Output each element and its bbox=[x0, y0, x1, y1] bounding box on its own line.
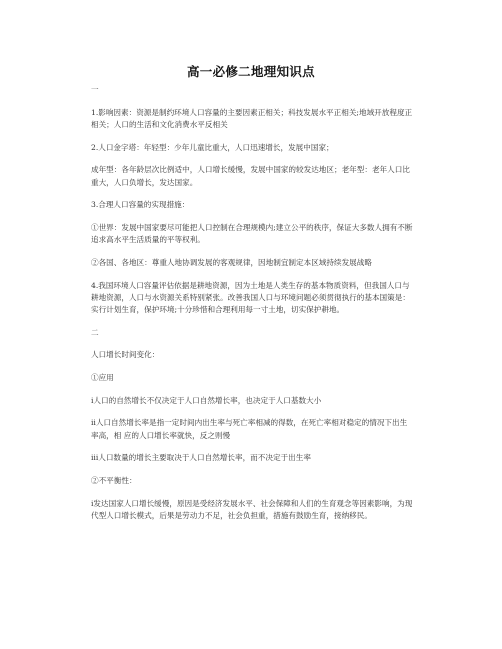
document-title: 高一必修二地理知识点 bbox=[186, 64, 315, 79]
paragraph-measures-heading: 3.合理人口容量的实现措施： bbox=[91, 200, 190, 210]
section-heading-1: 一 bbox=[91, 85, 99, 94]
document-body bbox=[91, 84, 413, 533]
paragraph-point-i: ⅰ人口的自然增长不仅决定于人口自然增长率，也决定于人口基数大小 bbox=[91, 395, 322, 405]
paragraph-point-ii: ⅱ人口自然增长率是指一定时间内出生率与死亡率相减的得数，在死亡率相对稳定的情况下出生率高，相 应的人口增长率就快，反之则慢 bbox=[91, 418, 408, 440]
paragraph-measure-world: ①世界：发展中国家要尽可能把人口控制在合理规模内;建立公平的秩序，保证大多数人拥有不断追求高水平生活质量的平等权利。 bbox=[91, 222, 413, 245]
paragraph-developed-countries: ⅰ发达国家人口增长缓慢，原因是受经济发展水平、社会保障和人们的生育观念等因素影响，为现代型人口增长模式，后果是劳动力不足，社会负担重，措施有鼓励生育，接纳移民。 bbox=[91, 498, 413, 520]
paragraph-china-capacity: 4.我国环境人口容量评估依据是耕地资源，因为土地是人类生存的基本物质资料，但我国人口与耕地资源，人口与水资源关系特别紧张。改善我国人口与环境问题必须贯彻执行的基本国策是：实行计划生育，保护环境;十分珍惜和合理利用每一寸土地，切实保护耕地。 bbox=[91, 280, 410, 314]
paragraph-growth-time: 人口增长时间变化： bbox=[91, 350, 160, 360]
paragraph-imbalance: ②不平衡性： bbox=[91, 476, 137, 486]
section-heading-2: 二 bbox=[91, 327, 99, 337]
paragraph-population-pyramid: 2.人口金字塔：年轻型：少年儿童比重大，人口迅速增长，发展中国家； bbox=[91, 142, 334, 152]
paragraph-point-iii: ⅲ人口数量的增长主要取决于人口自然增长率，而不决定于出生率 bbox=[91, 453, 311, 463]
paragraph-measure-regions: ②各国、各地区：尊重人地协调发展的客观规律，因地制宜制定本区域持续发展战略 bbox=[91, 257, 372, 267]
paragraph-application: ①应用 bbox=[91, 373, 114, 383]
paragraph-influence-factors: 1.影响因素：资源是制约环境人口容量的主要因素正相关；科技发展水平正相关;地域开放程度正相关；人口的生活和文化消费水平反相关 bbox=[91, 107, 413, 129]
paragraph-pyramid-types: 成年型：各年龄层次比例适中，人口增长缓慢，发展中国家的较发达地区；老年型：老年人口比重大，人口负增长，发达国家。 bbox=[91, 165, 410, 187]
